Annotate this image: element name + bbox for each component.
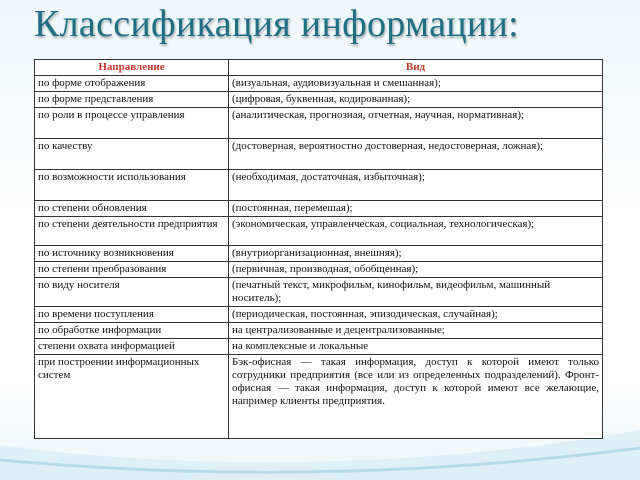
- table-row: [35, 170, 603, 201]
- row-type: (первичная, производная, обобщенная);: [229, 262, 603, 278]
- table-row: [35, 339, 603, 355]
- row-type: (экономическая, управленческая, социальная, технологическая);: [229, 217, 603, 246]
- row-type: (аналитическая, прогнозная, отчетная, научная, нормативная);: [229, 108, 603, 139]
- slide-title: Классификация информации:: [34, 3, 520, 45]
- row-type: Бэк-офисная — такая информация, доступ к которой имеют только сотрудники предприятия (все или из определенных подразделений). Фронт-офисная — такая информация, доступ к которой имеют все желающие, например клиенты предприятия.: [229, 355, 603, 439]
- header-direction: Направление: [35, 60, 229, 76]
- classification-table: [34, 59, 603, 439]
- row-type: (печатный текст, микрофильм, кинофильм, видеофильм, машинный носитель);: [229, 278, 603, 307]
- row-direction: по форме отображения: [35, 76, 229, 92]
- table-row: [35, 262, 603, 278]
- row-direction: по возможности использования: [35, 170, 229, 201]
- table-row: [35, 355, 603, 439]
- row-type: (достоверная, вероятностно достоверная, недостоверная, ложная);: [229, 139, 603, 170]
- row-direction: по степени обновления: [35, 201, 229, 217]
- row-type: (визуальная, аудиовизуальная и смешанная);: [229, 76, 603, 92]
- table-row: [35, 246, 603, 262]
- table-row: [35, 92, 603, 108]
- row-direction: при построении информационных систем: [35, 355, 229, 439]
- row-direction: по обработке информации: [35, 323, 229, 339]
- row-type: (постоянная, перемешая);: [229, 201, 603, 217]
- row-direction: по форме представления: [35, 92, 229, 108]
- row-type: (цифровая, буквенная, кодированная);: [229, 92, 603, 108]
- table-row: [35, 307, 603, 323]
- row-type: (внутриорганизационная, внешняя);: [229, 246, 603, 262]
- row-type: (необходимая, достаточная, избыточная);: [229, 170, 603, 201]
- row-direction: по роли в процессе управления: [35, 108, 229, 139]
- table-row: [35, 76, 603, 92]
- table-header-row: [35, 60, 603, 76]
- header-type: Вид: [229, 60, 603, 76]
- row-direction: степени охвата информацией: [35, 339, 229, 355]
- table-row: [35, 108, 603, 139]
- table-row: [35, 323, 603, 339]
- row-direction: по степени преобразования: [35, 262, 229, 278]
- row-direction: по времени поступления: [35, 307, 229, 323]
- row-type: на централизованные и децентрализованные;: [229, 323, 603, 339]
- row-direction: по источнику возникновения: [35, 246, 229, 262]
- table-row: [35, 201, 603, 217]
- row-direction: по качеству: [35, 139, 229, 170]
- row-type: на комплексные и локальные: [229, 339, 603, 355]
- row-direction: по степени деятельности предприятия: [35, 217, 229, 246]
- row-type: (периодическая, постоянная, эпизодическая, случайная);: [229, 307, 603, 323]
- table-row: [35, 278, 603, 307]
- row-direction: по виду носителя: [35, 278, 229, 307]
- table-row: [35, 217, 603, 246]
- table-row: [35, 139, 603, 170]
